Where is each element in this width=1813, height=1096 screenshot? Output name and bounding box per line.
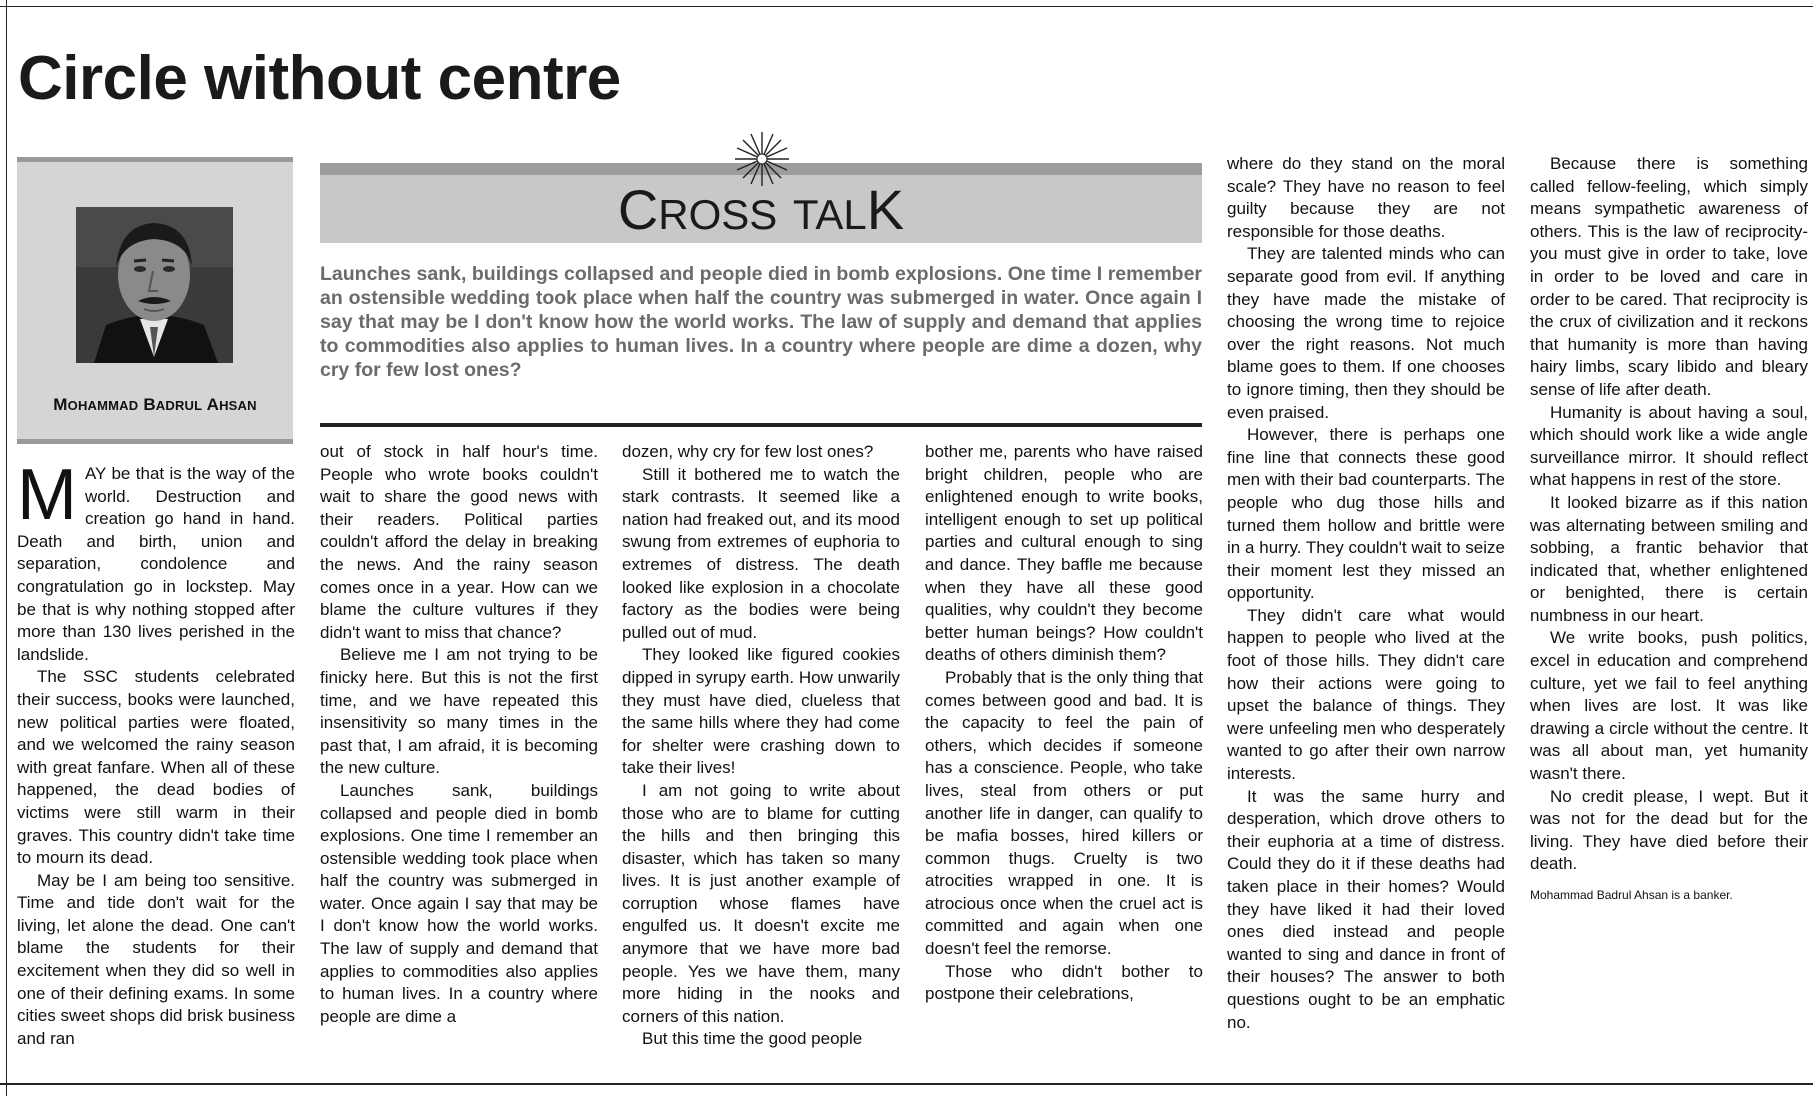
body-column-1 (17, 455, 295, 1050)
deck-summary: Launches sank, buildings collapsed and people died in bomb explosions. One time I remember an ostensible wedding took place when half the country was submerged in water. Once again I say that may be I don't know how the world works. The law of supply and demand that applies to commodities also applies to human lives. In a country where people are dime a dozen, why cry for few lost ones? (320, 263, 1202, 381)
author-credit: Mohammad Badrul Ahsan is a banker. (1530, 888, 1733, 902)
author-box (17, 157, 293, 444)
paragraph: Those who didn't bother to postpone their celebrations, (925, 961, 1203, 1004)
paragraph: Believe me I am not trying to be finicky here. But this is not the first time, and we have repeated this insensitivity so many times in the past that, I am afraid, it is becoming the new culture. (320, 645, 598, 778)
paragraph: MAY be that is the way of the world. Destruction and creation go hand in hand. Death and birth, union and separation, condolence and congratulation go in lockstep. May be that is why nothing stopped after more than 130 lives perished in the landslide. (17, 455, 295, 664)
paragraph: The SSC students celebrated their success, books were launched, new political parties were floated, and we welcomed the rainy season with great fanfare. When all of these happened, the dead bodies of victims were still warm in their graves. This country didn't take time to mourn its dead. (17, 667, 295, 868)
paragraph: We write books, push politics, excel in education and comprehend culture, yet we fail to feel anything when lives are lost. It was like drawing a circle without the centre. It was all about man, yet humanity wasn't there. (1530, 628, 1808, 784)
left-rule (6, 0, 7, 1096)
paragraph: Because there is something called fellow-feeling, which simply means sympathetic awareness of others. This is the law of reciprocity-you must give in order to take, love in order to be loved and care in order to be cared. That reciprocity is the crux of civilization and it reckons that humanity is more than having hairy limbs, scary libido and bleary sense of life after death. (1530, 154, 1808, 399)
paragraph: out of stock in half hour's time. People who wrote books couldn't wait to share the good news with their readers. Political parties couldn't afford the delay in breaking the news. And the rainy season comes once in a year. How can we blame the culture vultures if they didn't want to miss that chance? (320, 442, 598, 642)
paragraph: Probably that is the only thing that comes between good and bad. It is the capacity to feel the pain of others, which decides if someone has a conscience. People, who take lives, steal from others or put another life in danger, can qualify to be mafia bosses, hired killers or common thugs. Cruelty is two atrocities wrapped in one. It is atrocious once when the cruel act is committed and again when one doesn't feel the remorse. (925, 667, 1203, 959)
deck-rule (320, 423, 1202, 427)
paragraph: They are talented minds who can separate good from evil. If anything they have made the mistake of choosing the wrong time to rejoice over the right reasons. Not much blame goes to them. If one chooses to ignore timing, then they should be even praised. (1227, 244, 1505, 422)
paragraph: They didn't care what would happen to people who lived at the foot of those hills. They didn't care how their actions were going to upset the balance of things. They were unfeeling men who desperately wanted to go after their own narrow interests. (1227, 605, 1505, 784)
paragraph: where do they stand on the moral scale? They have no reason to feel guilty because they are not responsible for those deaths. (1227, 154, 1505, 241)
paragraph: Humanity is about having a soul, which should work like a wide angle surveillance mirror. It should reflect what happens in rest of the store. (1530, 402, 1808, 490)
paragraph: bother me, parents who have raised bright children, people who are enlightened enough to write books, intelligent enough to set up political parties and cultural enough to sing and dance. They baffle me because when they have all these good qualities, why couldn't they become better human beings? How couldn't deaths of others diminish them? (925, 442, 1203, 665)
paragraph: dozen, why cry for few lost ones? (622, 442, 874, 461)
drop-cap: M (17, 455, 77, 535)
portrait-icon (76, 207, 233, 363)
paragraph: Launches sank, buildings collapsed and people died in bomb explosions. One time I remember an ostensible wedding took place when half the country was submerged in water. Once again I say that may be I don't know how the world works. The law of supply and demand that applies to commodities also applies to human lives. In a country where people are dime a (320, 780, 598, 1026)
body-column-5 (1227, 153, 1505, 1034)
author-photo (76, 207, 233, 363)
paragraph: I am not going to write about those who are to blame for cutting the hills and then bringing this disaster, which has taken so many lives. It is just another example of corruption whose flames have engulfed us. It doesn't excite me anymore that we have more bad people. Yes we have them, many more hiding in the nooks and corners of this nation. (622, 780, 900, 1026)
headline: Circle without centre (18, 44, 621, 113)
paragraph: Still it bothered me to watch the stark contrasts. It seemed like a nation had freaked out, and its mood swung from extremes of euphoria to extremes of distress. The death looked like explosion in a chocolate factory as the bodies were being pulled out of mud. (622, 464, 900, 642)
paragraph: It looked bizarre as if this nation was alternating between smiling and sobbing, a frantic behavior that indicated that, whether enlightened or benighted, there is certain numbness in our heart. (1530, 492, 1808, 625)
body-column-6 (1530, 153, 1808, 904)
body-column-2 (320, 441, 598, 1028)
paragraph: They looked like figured cookies dipped in syrupy earth. How unwarily they must have died, clueless that the same hills where they had come for shelter were crashing down to take their lives! (622, 645, 900, 778)
paragraph: However, there is perhaps one fine line that connects these good men with their bad counterparts. The people who dug those hills and turned them hollow and brittle were in a hurry. They couldn't wait to seize their moment lest they missed an opportunity. (1227, 425, 1505, 603)
body-column-4 (925, 441, 1203, 1006)
paragraph: It was the same hurry and desperation, which drove others to their euphoria at a time of distress. Could they do it if these deaths had taken place in their homes? Would they have liked it had their loved ones died instead and people wanted to sing and dance in front of their houses? The answer to both questions ought to be an emphatic no. (1227, 786, 1505, 1032)
paragraph: May be I am being too sensitive. Time and tide don't wait for the living, let alone the dead. One can't blame the students for their excitement when they did so well in one of their defining exams. In some cities sweet shops did brisk business and ran (17, 870, 295, 1048)
top-rule (0, 6, 1813, 7)
section-title: CROSS TALK (617, 178, 905, 241)
author-byline: MOHAMMAD BADRUL AHSAN (53, 395, 257, 414)
bottom-rule (0, 1083, 1813, 1085)
paragraph: But this time the good people (642, 1029, 863, 1049)
paragraph: No credit please, I wept. But it was not for the dead but for the living. They have died before their death. (1530, 786, 1808, 874)
body-column-3 (622, 441, 900, 1051)
